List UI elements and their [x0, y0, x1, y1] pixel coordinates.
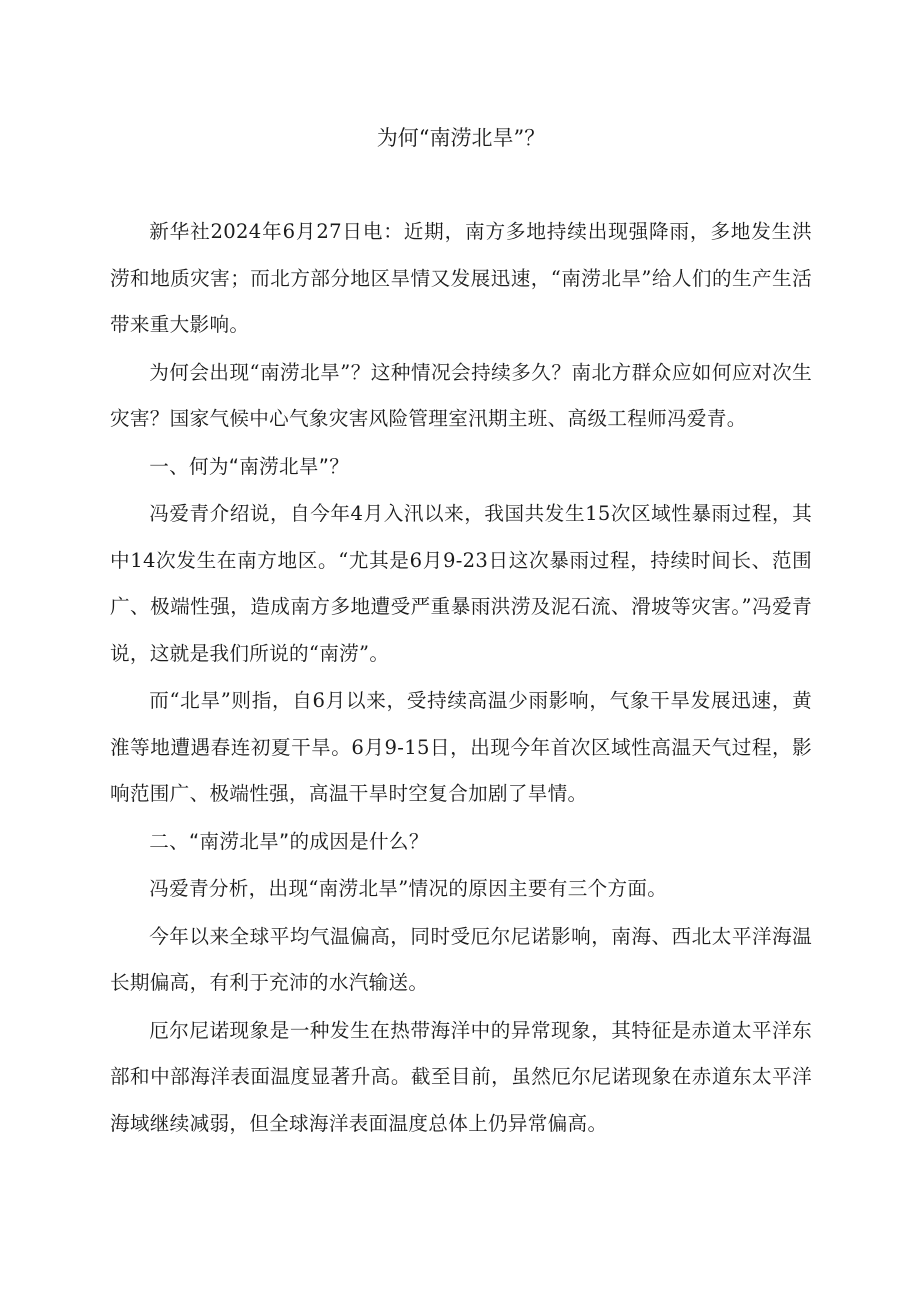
- paragraph: 冯爱青介绍说，自今年4月入汛以来，我国共发生15次区域性暴雨过程，其中14次发生在南方地区。“尤其是6月9-23日这次暴雨过程，持续时间长、范围广、极端性强，造成南方多地遭受严重暴雨洪涝及泥石流、滑坡等灾害。”冯爱青说，这就是我们所说的“南涝”。: [110, 502, 812, 665]
- paragraph: 为何会出现“南涝北旱”？这种情况会持续多久？南北方群众应如何应对次生灾害？国家气候中心气象灾害风险管理室汛期主班、高级工程师冯爱青。: [110, 360, 812, 430]
- paragraph: 今年以来全球平均气温偏高，同时受厄尔尼诺影响，南海、西北太平洋海温长期偏高，有利于充沛的水汽输送。: [110, 924, 812, 994]
- paragraph: 冯爱青分析，出现“南涝北旱”情况的原因主要有三个方面。: [149, 877, 668, 900]
- section-heading: 一、何为“南涝北旱”？: [149, 454, 350, 478]
- paragraph: 厄尔尼诺现象是一种发生在热带海洋中的异常现象，其特征是赤道太平洋东部和中部海洋表面温度显著升高。截至目前，虽然厄尔尼诺现象在赤道东太平洋海域继续减弱，但全球海洋表面温度总体上仍异常偏高。: [110, 1018, 812, 1135]
- document-body: [110, 209, 812, 1147]
- paragraph: 而“北旱”则指，自6月以来，受持续高温少雨影响，气象干旱发展迅速，黄淮等地遭遇春连初夏干旱。6月9-15日，出现今年首次区域性高温天气过程，影响范围广、极端性强，高温干旱时空复合加剧了旱情。: [110, 689, 812, 805]
- document-title: 为何“南涝北旱”？: [376, 126, 546, 150]
- section-heading: 二、“南涝北旱”的成因是什么？: [149, 829, 429, 853]
- paragraph: 新华社2024年6月27日电：近期，南方多地持续出现强降雨，多地发生洪涝和地质灾害；而北方部分地区旱情又发展迅速，“南涝北旱”给人们的生产生活带来重大影响。: [110, 220, 812, 336]
